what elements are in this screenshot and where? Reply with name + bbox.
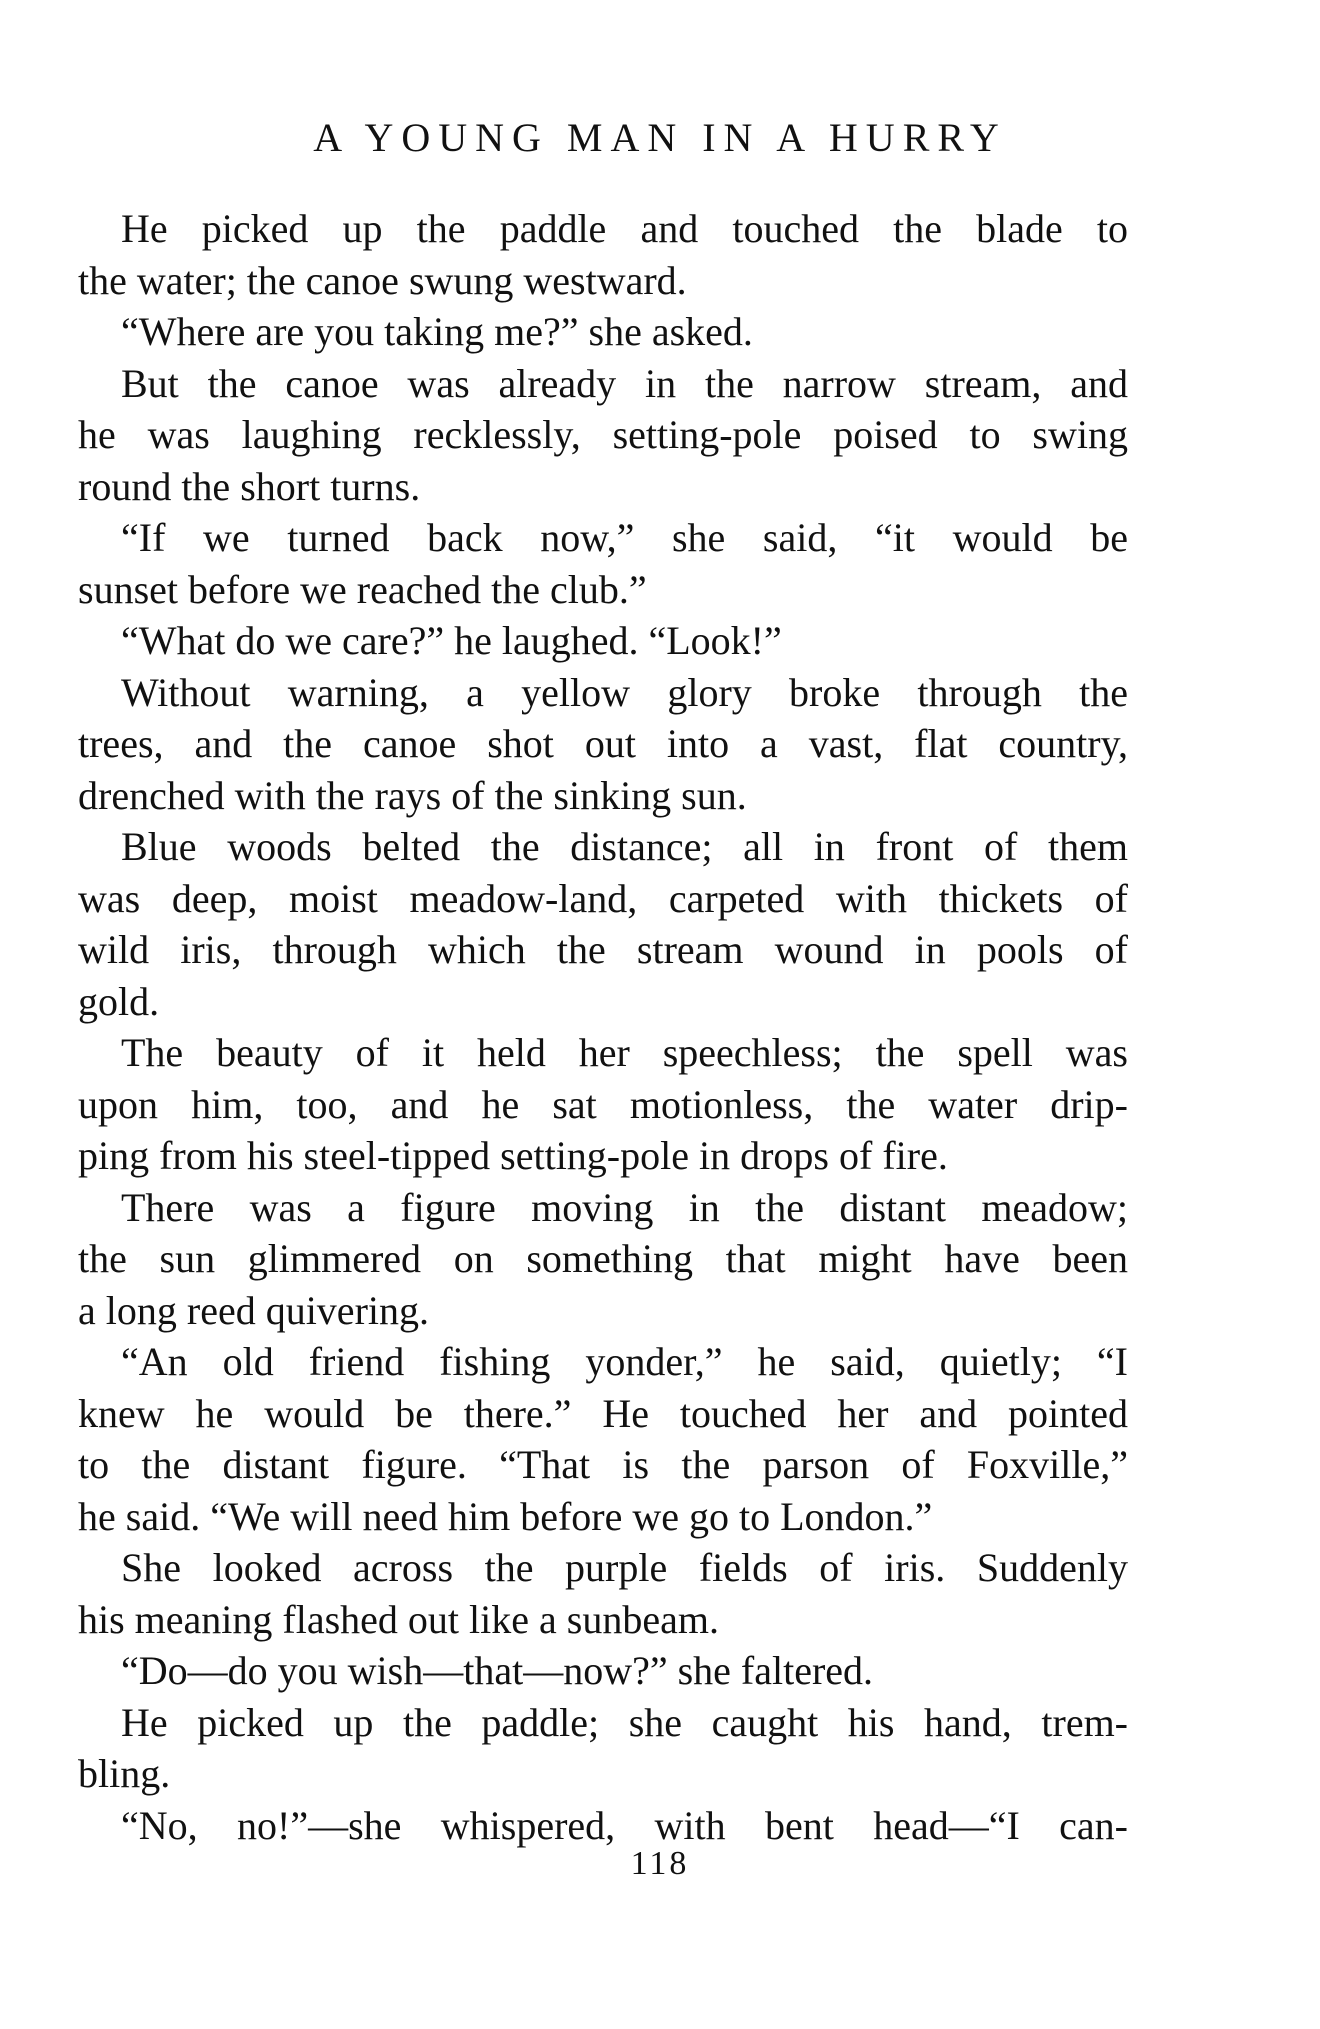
text-line: wild iris, through which the stream wound in pools of <box>78 927 1128 972</box>
running-head: A YOUNG MAN IN A HURRY <box>313 115 1007 160</box>
text-line: He picked up the paddle and touched the blade to <box>121 206 1128 251</box>
text-line: gold. <box>78 978 160 1024</box>
text-line: round the short turns. <box>78 463 421 509</box>
text-line: “An old friend fishing yonder,” he said, quietly; “I <box>121 1339 1128 1384</box>
text-line: his meaning flashed out like a sunbeam. <box>78 1596 719 1642</box>
text-line: the sun glimmered on something that might have been <box>78 1236 1128 1281</box>
text-line: upon him, too, and he sat motionless, the water drip- <box>78 1081 1128 1127</box>
text-line: “What do we care?” he laughed. “Look!” <box>121 618 782 663</box>
text-line: “No, no!”—she whispered, with bent head—“I can- <box>121 1802 1128 1848</box>
text-line: drenched with the rays of the sinking sun. <box>78 772 747 818</box>
text-line: the water; the canoe swung westward. <box>78 257 687 303</box>
text-line: ping from his steel-tipped setting-pole in drops of fire. <box>78 1133 948 1178</box>
text-line: a long reed quivering. <box>78 1287 429 1333</box>
text-line: “Do—do you wish—that—now?” she faltered. <box>121 1648 874 1693</box>
text-line: to the distant figure. “That is the parson of Foxville,” <box>78 1442 1128 1487</box>
text-line: But the canoe was already in the narrow stream, and <box>121 360 1128 406</box>
text-line: sunset before we reached the club.” <box>78 566 647 612</box>
text-line: Blue woods belted the distance; all in front of them <box>121 824 1128 869</box>
text-line: trees, and the canoe shot out into a vast, flat country, <box>78 721 1128 766</box>
text-line: Without warning, a yellow glory broke through the <box>121 669 1128 715</box>
text-line: bling. <box>78 1751 171 1796</box>
text-line: he was laughing recklessly, setting-pole poised to swing <box>78 412 1128 457</box>
text-line: knew he would be there.” He touched her and pointed <box>78 1390 1128 1436</box>
page-number: 118 <box>630 1845 690 1882</box>
text-line: was deep, moist meadow-land, carpeted with thickets of <box>78 875 1128 921</box>
text-line: He picked up the paddle; she caught his hand, trem- <box>121 1699 1128 1745</box>
text-line: The beauty of it held her speechless; the spell was <box>121 1030 1128 1075</box>
text-line: “If we turned back now,” she said, “it would be <box>121 515 1128 560</box>
body-text <box>78 203 1128 1851</box>
text-line: “Where are you taking me?” she asked. <box>121 309 753 354</box>
text-line: She looked across the purple fields of iris. Suddenly <box>121 1545 1128 1590</box>
text-line: There was a figure moving in the distant meadow; <box>121 1184 1128 1230</box>
text-line: he said. “We will need him before we go to London.” <box>78 1493 933 1539</box>
